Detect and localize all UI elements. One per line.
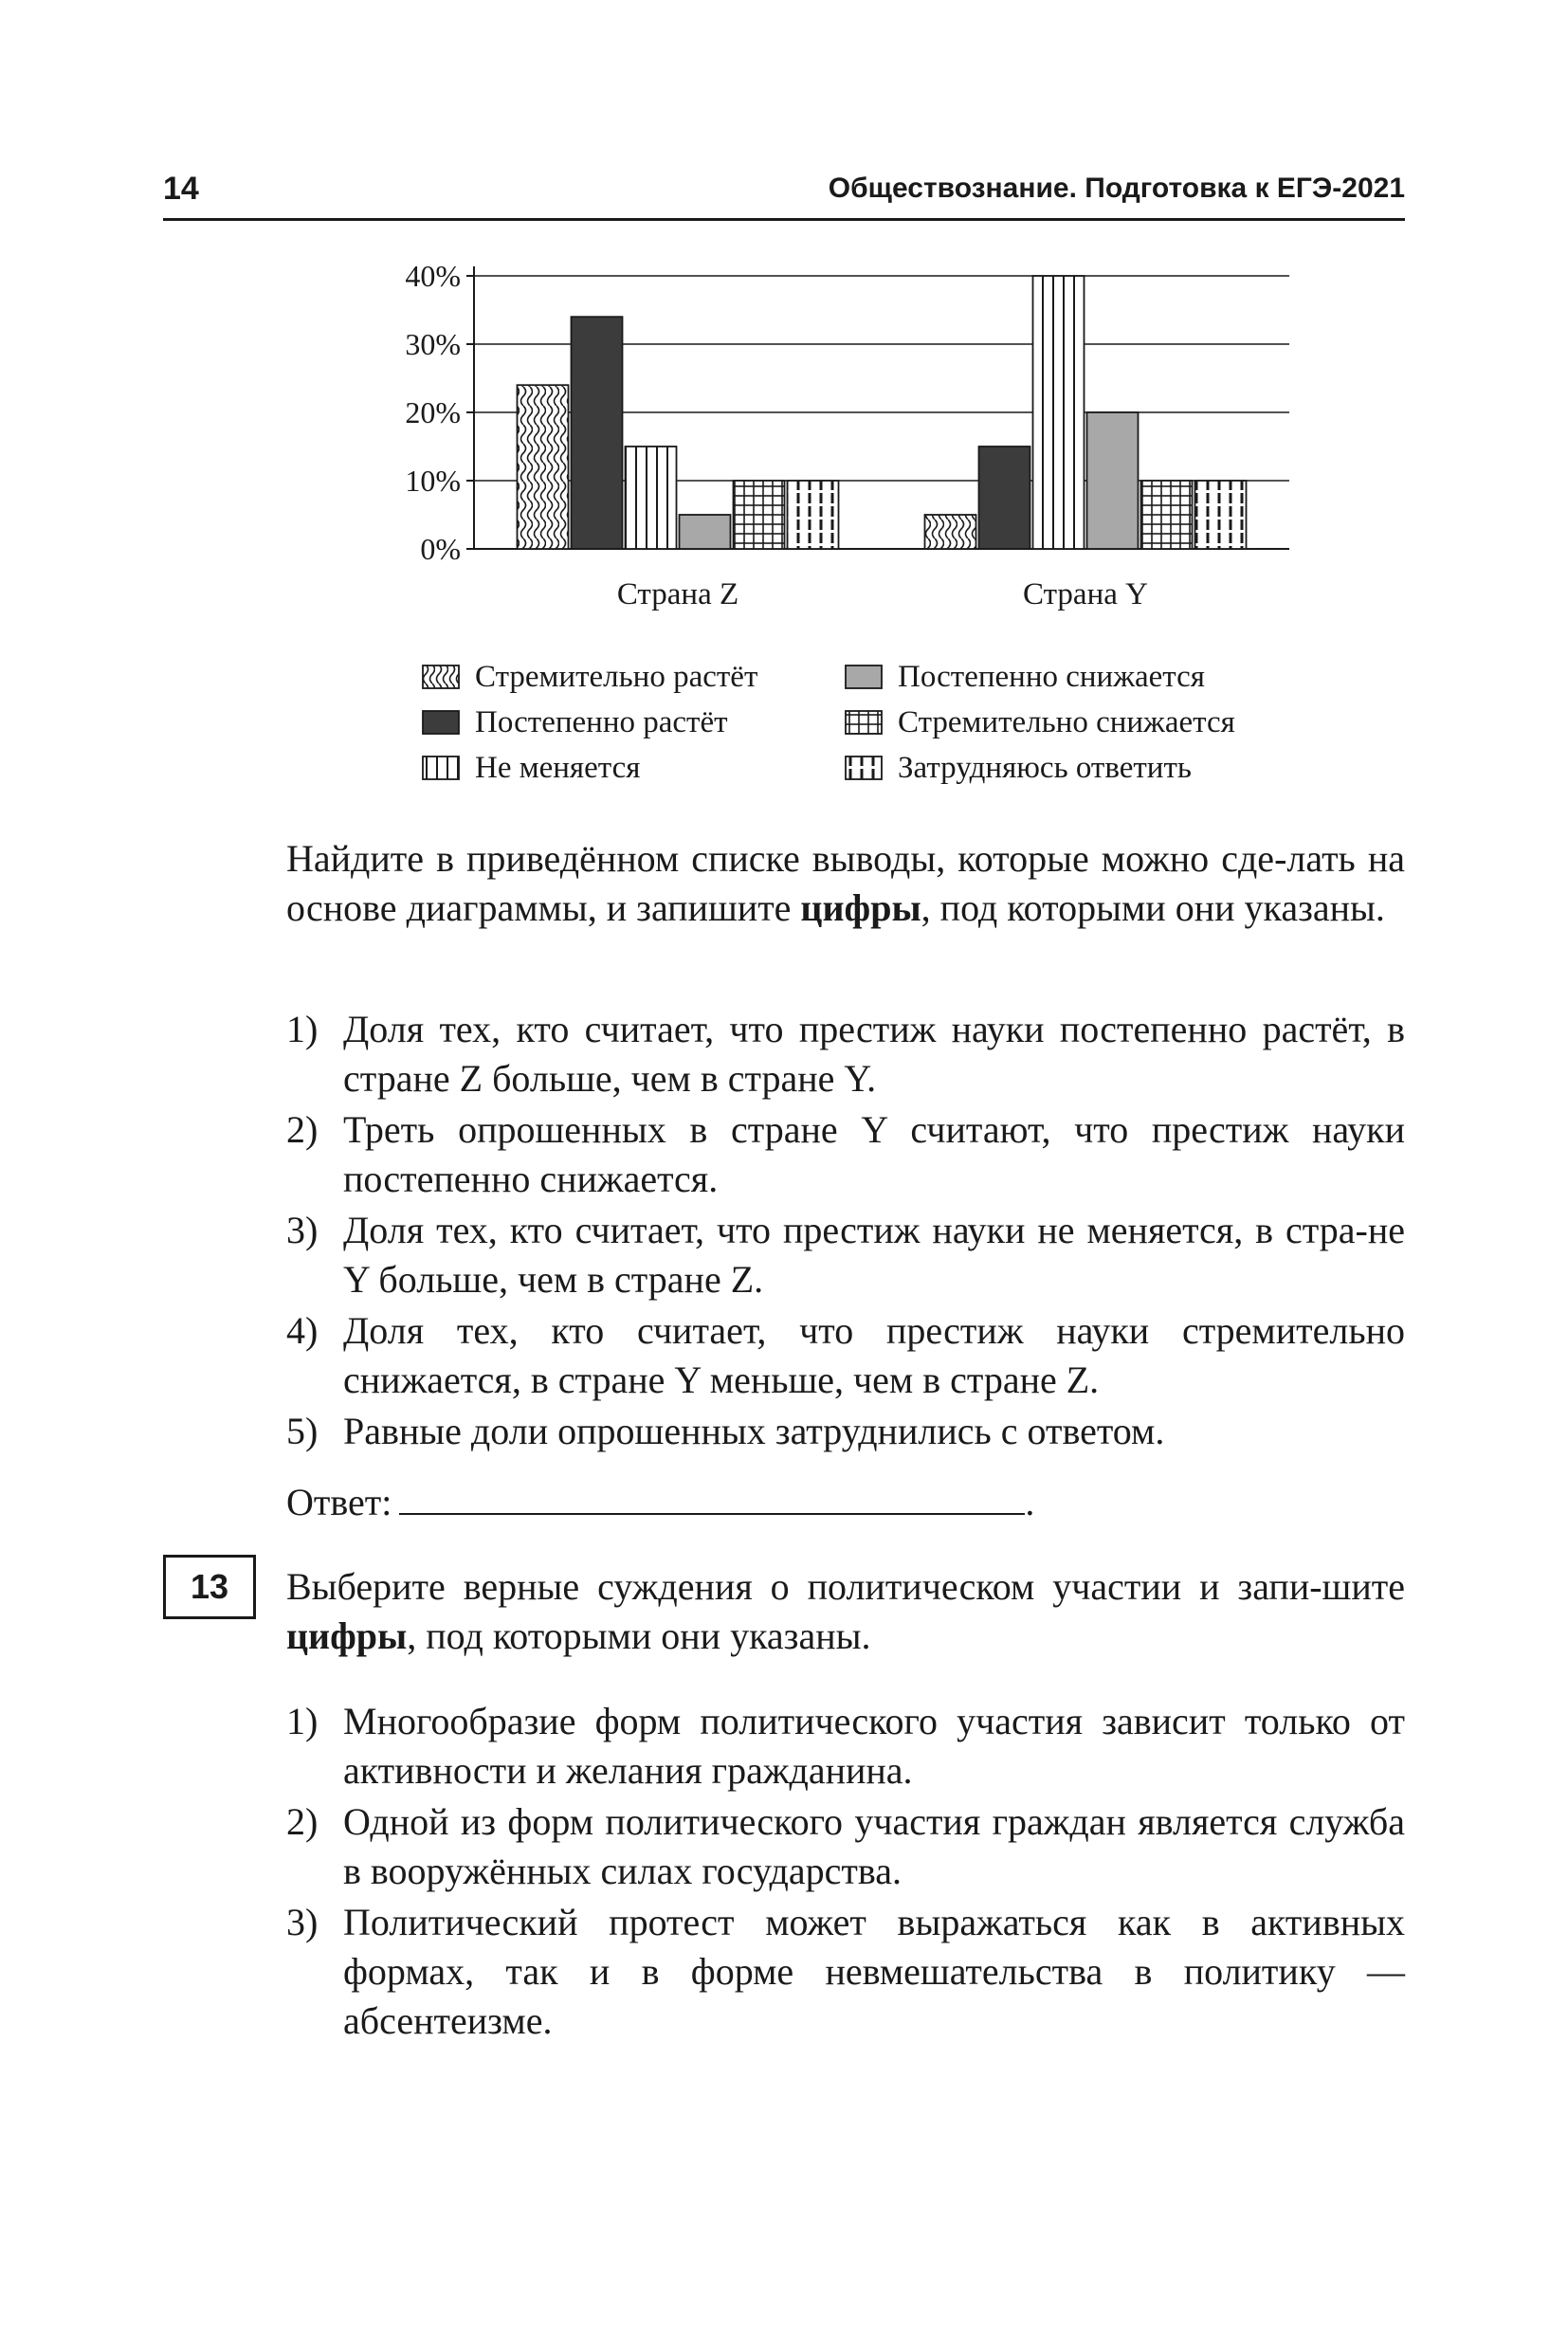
bar [925,515,976,549]
legend-swatch [845,756,883,780]
task13-intro [286,1562,1405,1661]
y-tick-label: 10% [405,464,461,498]
option-number: 1) [286,1008,319,1050]
x-category-label: Страна Z [616,577,739,611]
option-number: 2) [286,1800,319,1843]
bar-chart [360,254,1308,633]
option-number: 1) [286,1700,319,1742]
task12-intro [286,834,1405,933]
bar [1033,276,1085,549]
option-text: Доля тех, кто считает, что престиж науки стремительно снижается, в стране Y меньше, чем в стране Z. [343,1309,1405,1401]
bar [1087,412,1139,549]
list-item [286,1898,1405,2046]
task12-intro-text: Найдите в приведённом списке выводы, которые можно сде-лать на основе диаграммы, и запишите [286,837,1405,929]
legend-label: Постепенно растёт [475,705,728,739]
option-number: 2) [286,1108,319,1151]
bar [734,481,785,549]
list-item [286,1005,1405,1103]
list-item [286,1797,1405,1896]
task12-intro-bold: цифры [800,886,921,929]
x-category-label: Страна Y [1023,577,1148,611]
bar [788,481,839,549]
legend-swatch [422,665,460,689]
legend-swatch [845,665,883,689]
task13-intro-text-end: , под которыми они указаны. [407,1614,871,1657]
task13-intro-bold: цифры [286,1614,408,1657]
page-number: 14 [163,171,199,207]
bar [979,447,1030,549]
list-item [286,1105,1405,1204]
option-text: Политический протест может выражаться как в активных формах, так и в форме невмешательства в политику — абсентеизме. [343,1901,1405,2042]
bar [518,385,569,549]
option-text: Многообразие форм политического участия зависит только от активности и желания гражданина. [343,1700,1405,1792]
answer-row [286,1477,1034,1527]
task13-options [286,1697,1405,2048]
answer-label: Ответ: [286,1481,392,1523]
option-text: Доля тех, кто считает, что престиж науки постепенно растёт, в стране Z больше, чем в стране Y. [343,1008,1405,1100]
task12-intro-text-end: , под которыми они указаны. [921,886,1385,929]
legend-label: Не меняется [475,751,641,785]
answer-field[interactable] [399,1477,1025,1515]
y-tick-label: 20% [405,395,461,429]
bar [572,317,623,549]
task13-intro-text: Выберите верные суждения о политическом участии и запи-шите [286,1565,1405,1608]
legend-label: Затрудняюсь ответить [898,751,1192,785]
legend-label: Стремительно растёт [475,660,758,694]
y-tick-label: 0% [420,532,461,566]
list-item [286,1697,1405,1796]
task-number-box: 13 [163,1555,256,1619]
legend-label: Постепенно снижается [898,660,1205,694]
y-tick-label: 40% [405,259,461,293]
list-item [286,1206,1405,1304]
option-number: 3) [286,1209,319,1251]
bar [1141,481,1193,549]
list-item [286,1407,1405,1456]
book-title: Обществознание. Подготовка к ЕГЭ-2021 [828,173,1405,204]
task12-options [286,1005,1405,1458]
option-text: Доля тех, кто считает, что престиж науки не меняется, в стра-не Y больше, чем в стране Z. [343,1209,1405,1301]
bar [1195,481,1247,549]
option-number: 3) [286,1901,319,1943]
bar [680,515,731,549]
option-text: Одной из форм политического участия граждан является служба в вооружённых силах государства. [343,1800,1405,1892]
page-header [163,159,1405,221]
option-text: Равные доли опрошенных затруднились с ответом. [343,1410,1165,1452]
bar [626,447,677,549]
legend-swatch [422,710,460,735]
list-item [286,1306,1405,1405]
option-number: 4) [286,1309,319,1352]
legend-swatch [845,710,883,735]
option-number: 5) [286,1410,319,1452]
legend-label: Стремительно снижается [898,705,1235,739]
legend-swatch [422,756,460,780]
option-text: Треть опрошенных в стране Y считают, что престиж науки постепенно снижается. [343,1108,1405,1200]
answer-end: . [1025,1481,1035,1523]
y-tick-label: 30% [405,327,461,361]
